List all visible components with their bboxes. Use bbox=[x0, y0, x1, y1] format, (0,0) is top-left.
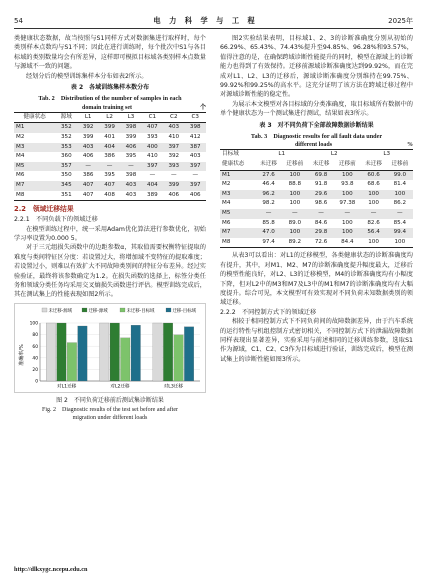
table2-header: C1 bbox=[142, 112, 163, 123]
table-cell: 100 bbox=[387, 238, 413, 248]
table-cell: — bbox=[149, 172, 156, 179]
figure2-caption-cn: 图 2 不同负荷迁移前后测试集诊断结果 bbox=[56, 397, 164, 405]
table-cell: 350 bbox=[60, 172, 72, 179]
table-cell: M6 bbox=[222, 219, 231, 226]
table-cell: 88.8 bbox=[288, 181, 302, 188]
table-cell: 406 bbox=[82, 153, 94, 160]
issue-year: 2025年 bbox=[388, 17, 413, 25]
bar bbox=[57, 323, 67, 381]
table-cell: M1 bbox=[220, 170, 255, 180]
table3-sub-header: 迁移前 bbox=[387, 160, 413, 170]
table-cell: M4 bbox=[222, 200, 231, 207]
right-column bbox=[220, 34, 413, 364]
bar bbox=[174, 335, 184, 381]
table3-sub-header: 未迁移 bbox=[308, 160, 334, 170]
table-row bbox=[14, 171, 206, 181]
legend-swatch bbox=[120, 308, 125, 312]
table2-header: L1 bbox=[77, 112, 98, 123]
table-cell: 89.0 bbox=[288, 219, 302, 226]
table-cell: 397 bbox=[142, 162, 163, 172]
table-cell: 93.8 bbox=[341, 181, 354, 188]
table-cell: 403 bbox=[77, 143, 98, 153]
table-cell: 85.4 bbox=[393, 219, 407, 226]
table-cell: 100 bbox=[282, 228, 308, 238]
table-cell: M5 bbox=[14, 162, 55, 172]
table3-caption-cn: 表 3 对不同负荷下全部故障数据诊断结果 bbox=[259, 121, 374, 129]
table3-caption-row bbox=[220, 141, 413, 149]
legend-label: 未迁移-源域 bbox=[48, 308, 73, 314]
table-cell: 407 bbox=[142, 123, 163, 133]
table-cell: M8 bbox=[220, 238, 255, 248]
left-paragraph-1: 类健康状态数据，故当按照与S1同样方式对数据集进行取样时，每个类别样本点数均与S1不同；因此在进行训练时，每个批次中S1与各目标域的类别数量均会有所差异，这样即可模拟目标域各类别样本点数量与源域不一致的问题。 bbox=[14, 35, 206, 71]
table-cell: M5 bbox=[220, 209, 255, 219]
table-cell: 397 bbox=[163, 143, 184, 153]
bar bbox=[121, 338, 131, 381]
table-cell: 398 bbox=[125, 172, 137, 179]
bar bbox=[163, 323, 173, 381]
y-tick-label: 40 bbox=[32, 356, 38, 362]
table-cell: 397 bbox=[184, 162, 206, 172]
table-cell: 86.2 bbox=[393, 200, 407, 207]
table-cell: 393 bbox=[163, 162, 184, 172]
table-cell: 97.4 bbox=[255, 238, 281, 248]
bar bbox=[67, 342, 77, 380]
table-cell: 406 bbox=[120, 143, 141, 153]
table-cell: 82.6 bbox=[367, 219, 380, 226]
y-tick-label: 80 bbox=[32, 333, 38, 339]
footer-url[interactable]: http://dlkxygc.ncepu.edu.cn bbox=[14, 566, 88, 573]
bar bbox=[153, 323, 163, 381]
table2-header: L3 bbox=[120, 112, 141, 123]
y-axis-label: 准确率/% bbox=[19, 344, 25, 366]
table-cell: 353 bbox=[55, 143, 77, 153]
table-cell: 345 bbox=[55, 181, 77, 191]
table-cell: 399 bbox=[82, 134, 94, 141]
table-cell: 72.6 bbox=[308, 238, 334, 248]
table-cell: M4 bbox=[16, 153, 25, 160]
table-row bbox=[220, 190, 413, 200]
table3-group-header: L2 bbox=[308, 150, 361, 160]
table-cell: 100 bbox=[360, 190, 386, 200]
table2-unit: 个 bbox=[199, 104, 206, 111]
page-header bbox=[14, 12, 413, 29]
table-cell: 352 bbox=[55, 123, 77, 133]
table-cell: M7 bbox=[220, 228, 255, 238]
left-column bbox=[14, 34, 206, 423]
section-2-2-2-title: 2.2.2 不同控制方式下的领域迁移 bbox=[220, 308, 317, 316]
legend-label: 未迁移-目标域 bbox=[126, 308, 155, 314]
table-cell: 98.6 bbox=[314, 200, 328, 207]
table-cell: M8 bbox=[14, 191, 55, 201]
table-cell: 398 bbox=[184, 123, 206, 133]
legend-swatch bbox=[166, 308, 171, 312]
table-cell: 407 bbox=[77, 191, 98, 201]
table-cell: 100 bbox=[341, 219, 353, 226]
table3-group-header: L3 bbox=[360, 150, 413, 160]
table-cell: M2 bbox=[222, 181, 231, 188]
table-cell: M3 bbox=[14, 143, 55, 153]
table-cell: 56.4 bbox=[360, 228, 386, 238]
table-cell: — bbox=[255, 209, 281, 219]
table3-body bbox=[220, 170, 413, 248]
table-cell: M6 bbox=[16, 172, 25, 179]
table3-unit: % bbox=[407, 142, 413, 149]
table-row bbox=[220, 199, 413, 209]
table-row bbox=[14, 133, 206, 143]
table2-header: 源域 bbox=[55, 112, 77, 123]
left-paragraph-2: 经划分后的模型训练集样本分布如表2所示。 bbox=[26, 72, 148, 80]
table-cell: 99.0 bbox=[387, 170, 413, 180]
table-cell: 47.0 bbox=[255, 228, 281, 238]
table-cell: 403 bbox=[120, 191, 141, 201]
table2-header: C2 bbox=[163, 112, 184, 123]
table-cell: — bbox=[99, 162, 120, 172]
table-cell: 97.38 bbox=[339, 200, 356, 207]
table-cell: 399 bbox=[163, 181, 184, 191]
table3-sub-header: 迁移前 bbox=[282, 160, 308, 170]
right-paragraph-2: 为展示本文模型对各目标域的分类准确度，取目标域所有数据中的单个健康状态为一个测试集进行测试，结果如表3所示。 bbox=[220, 100, 413, 118]
table-cell: M3 bbox=[220, 190, 255, 200]
table3-group-header: 目标域 bbox=[220, 150, 255, 160]
table-cell: 29.6 bbox=[308, 190, 334, 200]
table-cell: 395 bbox=[104, 172, 115, 179]
table-row bbox=[220, 209, 413, 219]
table-cell: — bbox=[120, 162, 141, 172]
table-cell: 98.2 bbox=[262, 200, 275, 207]
table3-caption-en-1: Tab. 3 Diagnostic results for all fault data under bbox=[250, 133, 383, 141]
figure2-caption-en-2: migration under different loads bbox=[72, 415, 148, 422]
figure2-caption-en-1: Fig. 2 Diagnostic results of the test set before and after bbox=[42, 406, 178, 413]
table-cell: — bbox=[282, 209, 308, 219]
table-cell: 69.8 bbox=[308, 170, 334, 180]
table-cell: — bbox=[360, 209, 386, 219]
table3-sub-header: 未迁移 bbox=[360, 160, 386, 170]
table-cell: 60.6 bbox=[360, 170, 386, 180]
table-cell: 352 bbox=[60, 134, 72, 141]
table-cell: 100 bbox=[368, 200, 379, 207]
table-cell: 406 bbox=[163, 191, 184, 201]
table2-header: 健康状态 bbox=[14, 112, 55, 123]
y-tick-label: 0 bbox=[35, 379, 38, 385]
table-cell: 403 bbox=[120, 181, 141, 191]
table-row bbox=[14, 181, 206, 191]
table2-body bbox=[14, 123, 206, 201]
table-cell: 400 bbox=[142, 143, 163, 153]
table-cell: 403 bbox=[163, 123, 184, 133]
bar bbox=[100, 323, 110, 381]
table-row bbox=[220, 170, 413, 180]
bar bbox=[46, 323, 56, 381]
right-paragraph-1: 图2实验结果表明，目标域1、2、3的诊断准确度分别从初始的66.29%、65.43%、74.43%提升至94.85%、96.28%和93.57%，值得注意的是，在确保跨域诊断性能提升的同时，模型在源域上的诊断能力也得到了有效保持。迁移前源域诊断准确度达到99.92%，而在完成对L1、L2、L3的迁移后，源域诊断准确度分别维持在99.75%、99.92%和99.25%的高水平。这充分证明了该方法在跨域迁移过程中对源域诊断性能的稳定性。 bbox=[220, 35, 413, 99]
table-cell: 407 bbox=[77, 181, 98, 191]
table-cell: 408 bbox=[99, 191, 120, 201]
table-cell: 100 bbox=[289, 200, 301, 207]
table3-sub-header: 未迁移 bbox=[255, 160, 281, 170]
table-cell: 99.4 bbox=[387, 228, 413, 238]
table3-sub-header: 迁移前 bbox=[334, 160, 360, 170]
legend-swatch bbox=[42, 308, 47, 312]
y-tick-label: 20 bbox=[32, 367, 38, 373]
table-cell: 100 bbox=[334, 170, 360, 180]
table-cell: 84.4 bbox=[334, 238, 360, 248]
table-cell: 100 bbox=[334, 190, 360, 200]
section-2-2-title: 2.2 领域迁移结果 bbox=[14, 205, 74, 214]
legend-swatch bbox=[82, 308, 87, 312]
table-cell: 81.4 bbox=[393, 181, 407, 188]
bar bbox=[131, 325, 141, 381]
table-row bbox=[14, 152, 206, 162]
table2-caption-en-1: Tab. 2 Distribution of the number of samples in each bbox=[38, 95, 182, 103]
bar bbox=[110, 323, 120, 381]
table-cell: 84.6 bbox=[314, 219, 328, 226]
table-cell: 399 bbox=[125, 134, 137, 141]
right-paragraph-3: 从表3可以看出：对L1的迁移模型，各类健康状态的诊断准确度均有提升，其中，对M1、M2、M7的诊断准确度提升幅度最大，迁移后的模型性能良好，对L2、L3的迁移模型，M4的诊断准确度均有小幅度下降，但对L2中的M3和M7及L3中的M1和M7的诊断准确度均有大幅度提升。综合可见，本文模型可有效实现对不同负荷未知数据类别的领域迁移。 bbox=[220, 252, 413, 307]
table-cell: 386 bbox=[104, 153, 115, 160]
y-tick-label: 100 bbox=[29, 321, 38, 327]
right-paragraph-4: 相较于相同控制方式下不同负荷间的故障数据差异，由于汽车系统的运行特性与机组控制方式密切相关，不同控制方式下的泄漏故障数据同样表现出显著差异，实验采用与前述相同的迁移训练参数，选取S1作为源域，C1、C2、C3作为目标域进行验证，训练完成后，模型在测试集上的诊断性能如图3所示。 bbox=[220, 318, 413, 363]
bar bbox=[184, 327, 194, 381]
table2-caption-cn: 表 2 各域训练集样本数分布 bbox=[70, 84, 150, 92]
bar bbox=[78, 326, 88, 381]
table-cell: 351 bbox=[55, 191, 77, 201]
table-row bbox=[14, 162, 206, 172]
table2-header: C3 bbox=[184, 112, 206, 123]
table-row bbox=[220, 228, 413, 238]
table-row bbox=[220, 219, 413, 229]
table-cell: — bbox=[308, 209, 334, 219]
table2-caption-row bbox=[14, 104, 206, 112]
table-cell: 398 bbox=[120, 123, 141, 133]
table-cell: M1 bbox=[14, 123, 55, 133]
table-cell: 386 bbox=[82, 172, 94, 179]
legend-label: 迁移-目标域 bbox=[172, 308, 197, 314]
table3-group-header: L1 bbox=[255, 150, 308, 160]
table-cell: 401 bbox=[104, 134, 115, 141]
table-cell: 68.6 bbox=[367, 181, 380, 188]
table-cell: — bbox=[170, 172, 177, 179]
table-row bbox=[14, 191, 206, 201]
table-cell: 360 bbox=[60, 153, 72, 160]
table-cell: — bbox=[192, 172, 199, 179]
table-cell: 404 bbox=[99, 143, 120, 153]
table-cell: — bbox=[387, 209, 413, 219]
table-cell: 46.4 bbox=[262, 181, 275, 188]
table-cell: — bbox=[334, 209, 360, 219]
table-cell: 406 bbox=[184, 191, 206, 201]
table3 bbox=[220, 149, 413, 248]
journal-title: 电 力 科 学 与 工 程 bbox=[153, 16, 258, 25]
table-cell: 85.8 bbox=[262, 219, 275, 226]
table-cell: M2 bbox=[16, 134, 25, 141]
table-cell: 412 bbox=[189, 134, 201, 141]
table-cell: 89.2 bbox=[282, 238, 308, 248]
table-cell: 100 bbox=[282, 170, 308, 180]
table-cell: 96.2 bbox=[255, 190, 281, 200]
table-cell: — bbox=[77, 162, 98, 172]
table-cell: 410 bbox=[168, 134, 180, 141]
table-cell: 100 bbox=[360, 238, 386, 248]
page-number: 54 bbox=[14, 17, 23, 25]
y-tick-label: 60 bbox=[32, 344, 38, 350]
table-cell: 29.8 bbox=[308, 228, 334, 238]
table-cell: 389 bbox=[142, 191, 163, 201]
table3-caption-en-2: different loads bbox=[294, 142, 333, 149]
legend-label: 迁移-源域 bbox=[88, 308, 108, 314]
table-row bbox=[220, 180, 413, 190]
figure-2 bbox=[14, 303, 206, 423]
table-cell: 100 bbox=[334, 228, 360, 238]
table2 bbox=[14, 112, 206, 201]
table-cell: 387 bbox=[184, 143, 206, 153]
table-cell: 399 bbox=[99, 123, 120, 133]
table-cell: 397 bbox=[184, 181, 206, 191]
table2-caption-en-2: domain training set bbox=[81, 104, 132, 111]
table-cell: 91.8 bbox=[314, 181, 328, 188]
table-cell: 393 bbox=[147, 134, 158, 141]
table-row bbox=[220, 238, 413, 248]
x-tick-label: 对L3迁移 bbox=[163, 384, 183, 390]
table-cell: 100 bbox=[282, 190, 308, 200]
table-cell: 407 bbox=[99, 181, 120, 191]
table-cell: 403 bbox=[189, 153, 201, 160]
left-paragraph-3: 在模型训练过程中，统一采用Adam优化算法进行参数优化，初始学习率设置为0.000 5。 bbox=[14, 225, 206, 242]
table-cell: 27.6 bbox=[255, 170, 281, 180]
left-paragraph-4: 对于三元组损失函数中的边距参数α，其取值需要权衡特征提取的难度与类间特征区分度：若设置过大，将增加域不变特征的提取难度；若设置过小，则难以有效扩大不同故障类别间的特征分布差异。经过实验验证，最终将该参数确定为1.2。在损失函数的选择上，标签分类任务和领域分类任务均采用交叉熵损失函数进行评估。模型训练完成后，其在测试集上的性能表现如图2所示。 bbox=[14, 244, 206, 299]
table-cell: 357 bbox=[55, 162, 77, 172]
table-cell: 404 bbox=[142, 181, 163, 191]
table-cell: 392 bbox=[168, 153, 180, 160]
table-row bbox=[14, 143, 206, 153]
table-cell: 395 bbox=[125, 153, 137, 160]
bar-chart bbox=[14, 303, 206, 393]
table-cell: M7 bbox=[14, 181, 55, 191]
section-2-2-1-title: 2.2.1 不同负载下的领域迁移 bbox=[14, 216, 98, 224]
table-row bbox=[14, 123, 206, 133]
table3-sub-header: 健康状态 bbox=[220, 160, 255, 170]
table-cell: 100 bbox=[387, 190, 413, 200]
table2-header: L2 bbox=[99, 112, 120, 123]
table-cell: 392 bbox=[77, 123, 98, 133]
x-tick-label: 对L2迁移 bbox=[110, 384, 130, 390]
table-cell: 410 bbox=[147, 153, 158, 160]
x-tick-label: 对L1迁移 bbox=[57, 384, 77, 390]
